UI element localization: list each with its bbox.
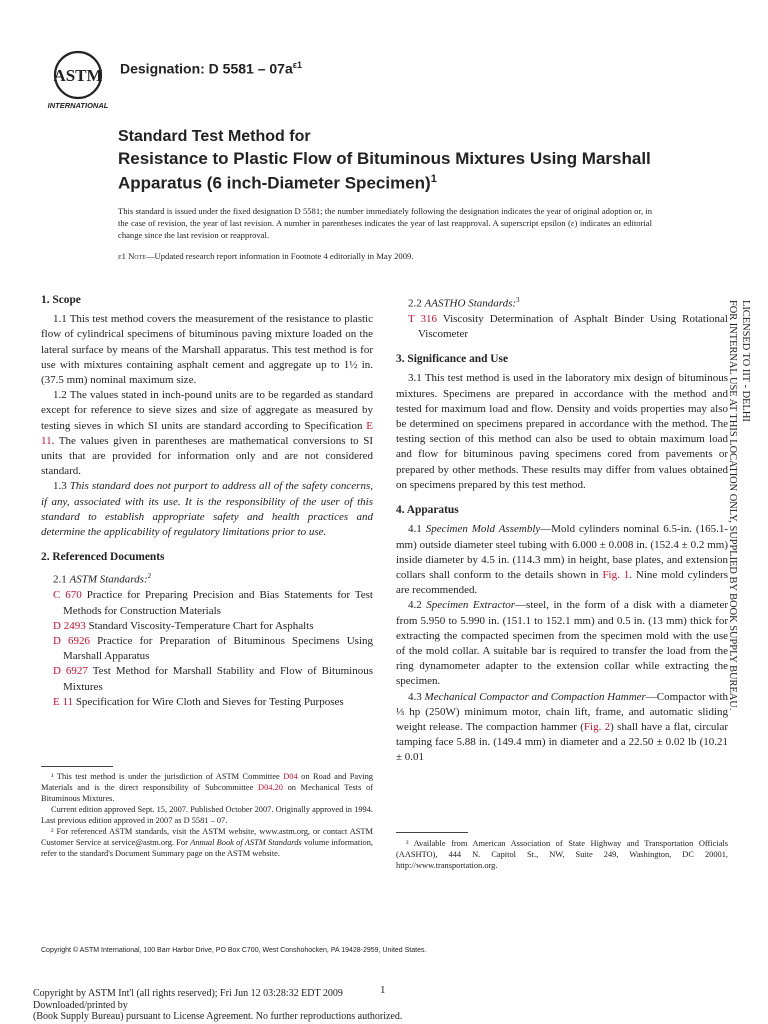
license-line-1: LICENSED TO IIT - DELHI [740,300,751,422]
left-column [41,293,373,710]
significance-paragraph: 3.1 This test method is used in the laboratory mix design of bituminous mixtures. Specimens are prepared in accordance with the method and tested for maximum load and flow. Density and voids properties may also be determined on specimens prepared in accordance with the method. The testing section of this method can also be used to obtain maximum load and flow for bituminous paving specimens cored from pavements or prepared by other methods. These results may differ from values obtained on specimens prepared by this test method. [396,372,728,491]
apparatus-paragraph-3: 4.3 Mechanical Compactor and Compaction Hammer—Compactor with ⅓ hp (250W) minimum motor, chain lift, frame, and automatic sliding weight release. The compaction hammer (Fig. 2) shall have a flat, circular tamping face 5.88 in. (149.4 mm) in diameter and a 22.50 ± 0.02 lb (10.21 ± 0.01 [396,690,728,764]
footer-line-1: Copyright by ASTM Int'l (all rights reserved); Fri Jun 12 03:28:32 EDT 2009 [33,988,343,999]
section-heading-scope: 1. Scope [41,294,81,306]
footnote-divider [396,832,468,833]
link-e11[interactable]: E 11 [41,419,373,447]
reference-link[interactable]: C 670 [53,589,82,602]
issue-note: This standard is issued under the fixed designation D 5581; the number immediately following the designation indicates the year of original adoption or, in the case of revision, the year of last revision. A number in parentheses indicates the year of last reapproval. A superscript epsilon (ε) indicates an editorial change since the last revision or reapproval. [118,206,652,240]
reference-item: D 6927 Test Method for Marshall Stability and Flow of Bituminous Mixtures [53,665,373,693]
footnote-divider [41,766,113,767]
section-heading-apparatus: 4. Apparatus [396,504,459,517]
scope-paragraph-3: 1.3 This standard does not purport to address all of the safety concerns, if any, associated with its use. It is the responsibility of the user of this standard to establish appropriate safety and health practices and determine the applicability of regulatory limitations prior to use. [41,480,373,539]
reference-item: T 316 Viscosity Determination of Asphalt Binder Using Rotational Viscometer [408,312,728,341]
aashto-standards-subheading: 2.2 AASTHO Standards:$^3$ [408,296,520,310]
right-column [396,293,728,766]
copyright-address: Copyright © ASTM International, 100 Barr Harbor Drive, PO Box C700, West Conshohocken, PA 19428-2959, United States. [41,947,427,954]
footnote-1: ¹ This test method is under the jurisdiction of ASTM Committee D04 on Road and Paving Materials and is the direct responsibility of Subcommittee D04.20 on Mechanical Tests of Bituminous Mixtures. [41,772,373,803]
title-line1: Standard Test Method for [118,128,311,145]
reference-link[interactable]: T 316 [408,312,438,325]
reference-link[interactable]: D 6926 [53,634,91,647]
link-d0420[interactable]: D04.20 [258,783,283,792]
reference-item: D 2493 Standard Viscosity-Temperature Chart for Asphalts [53,619,314,632]
footnote-3: ³ Available from American Association of State Highway and Transportation Officials (AASHTO), 444 N. Capitol St., NW, Suite 249, Washington, DC 20001, http://www.transportation.org. [396,839,728,870]
footnote-2: ² For referenced ASTM standards, visit the ASTM website, www.astm.org, or contact ASTM Customer Service at service@astm.org. For Annual Book of ASTM Standards volume information, refer to the standard's Document Summary page on the ASTM website. [41,827,373,858]
reference-link[interactable]: E 11 [53,695,74,708]
license-line-2: FOR INTERNAL USE AT THIS LOCATION ONLY, SUPPLIED BY BOOK SUPPLY BUREAU. [727,300,738,711]
footer-line-2: Downloaded/printed by [33,999,128,1011]
reference-item: C 670 Practice for Preparing Precision and Bias Statements for Test Methods for Construction Materials [53,589,373,617]
reference-link[interactable]: D 2493 [53,619,86,632]
download-footer [33,988,402,1023]
reference-link[interactable]: D 6927 [53,665,88,678]
designation: Designation: D $5581 - 07a^{\varepsilon 1}$ [120,60,303,77]
editorial-note: ε1 Note—Updated research report information in Footnote 4 editorially in May 2009. [118,251,414,261]
reference-item: E 11 Specification for Wire Cloth and Sieves for Testing Purposes [53,695,344,708]
astm-logo [42,48,114,110]
apparatus-paragraph-2: 4.2 Specimen Extractor—steel, in the form of a disk with a diameter from 5.950 to 5.990 in. (151.1 to 152.1 mm) and 0.5 in. (13 mm) thick for extracting the compacted specimen from the specimen mold with the use of the mold collar. A suitable bar is required to transfer the load from the ring dynamometer adapter to the extension collar while extracting the specimen. [396,599,729,688]
svg-text:ASTM: ASTM [53,66,103,85]
scope-paragraph-2: 1.2 The values stated in inch-pound units are to be regarded as standard except for reference to sieve sizes and size of aggregate as measured by testing sieves in which SI units are standard according to Specification E 11. The values given in parentheses are mathematical conversions to SI units that are provided for information only and are not considered standard. [41,389,373,478]
link-fig2[interactable]: Fig. 2 [583,720,611,733]
reference-list [41,588,373,710]
svg-text:INTERNATIONAL: INTERNATIONAL [47,101,109,110]
footnotes-right [396,838,728,871]
footnotes-left [41,771,373,859]
reference-item: D 6926 Practice for Preparation of Bituminous Specimens Using Marshall Apparatus [53,634,374,663]
footnote-1-edition: Current edition approved Sept. 15, 2007. Published October 2007. Originally approved in 1994. Last previous edition approved in 2007 as D 5581 – 07. [41,805,373,825]
scope-paragraph-1: 1.1 This test method covers the measurement of the resistance to plastic flow of cylindrical specimens of bituminous paving mixture loaded on the lateral surface by means of the Marshall apparatus. This test method is for use with mixtures containing asphalt cement and aggregate up to 1½ in. (37.5 mm) nominal maximum size. [41,313,373,387]
title-main: Resistance to Plastic Flow of Bituminous Mixtures Using Marshall Apparatus (6 inch-Diameter Specimen)$^1$ [118,149,651,193]
link-d04[interactable]: D04 [283,772,298,781]
footer-line-3: (Book Supply Bureau) pursuant to License Agreement. No further reproductions authorized. [33,1011,403,1022]
license-sidebar [727,300,768,740]
apparatus-paragraph-1: 4.1 Specimen Mold Assembly—Mold cylinders nominal 6.5-in. (165.1-mm) outside diameter steel tubing with 6.000 ± 0.008 in. (152.4 ± 0.2 mm) inside diameter by 4.5 in. (114.3 mm) in height, base plates, and extension collars shall conform to the details shown in Fig. 1. Nine mold cylinders are recommended. [396,523,728,597]
section-heading-referenced-documents: 2. Referenced Documents [41,551,165,564]
section-heading-significance: 3. Significance and Use [396,353,509,366]
page-number: 1 [380,984,386,996]
link-fig1[interactable]: Fig. 1 [602,568,630,581]
astm-standards-subheading: 2.1 ASTM Standards:$^2$ [53,572,152,587]
